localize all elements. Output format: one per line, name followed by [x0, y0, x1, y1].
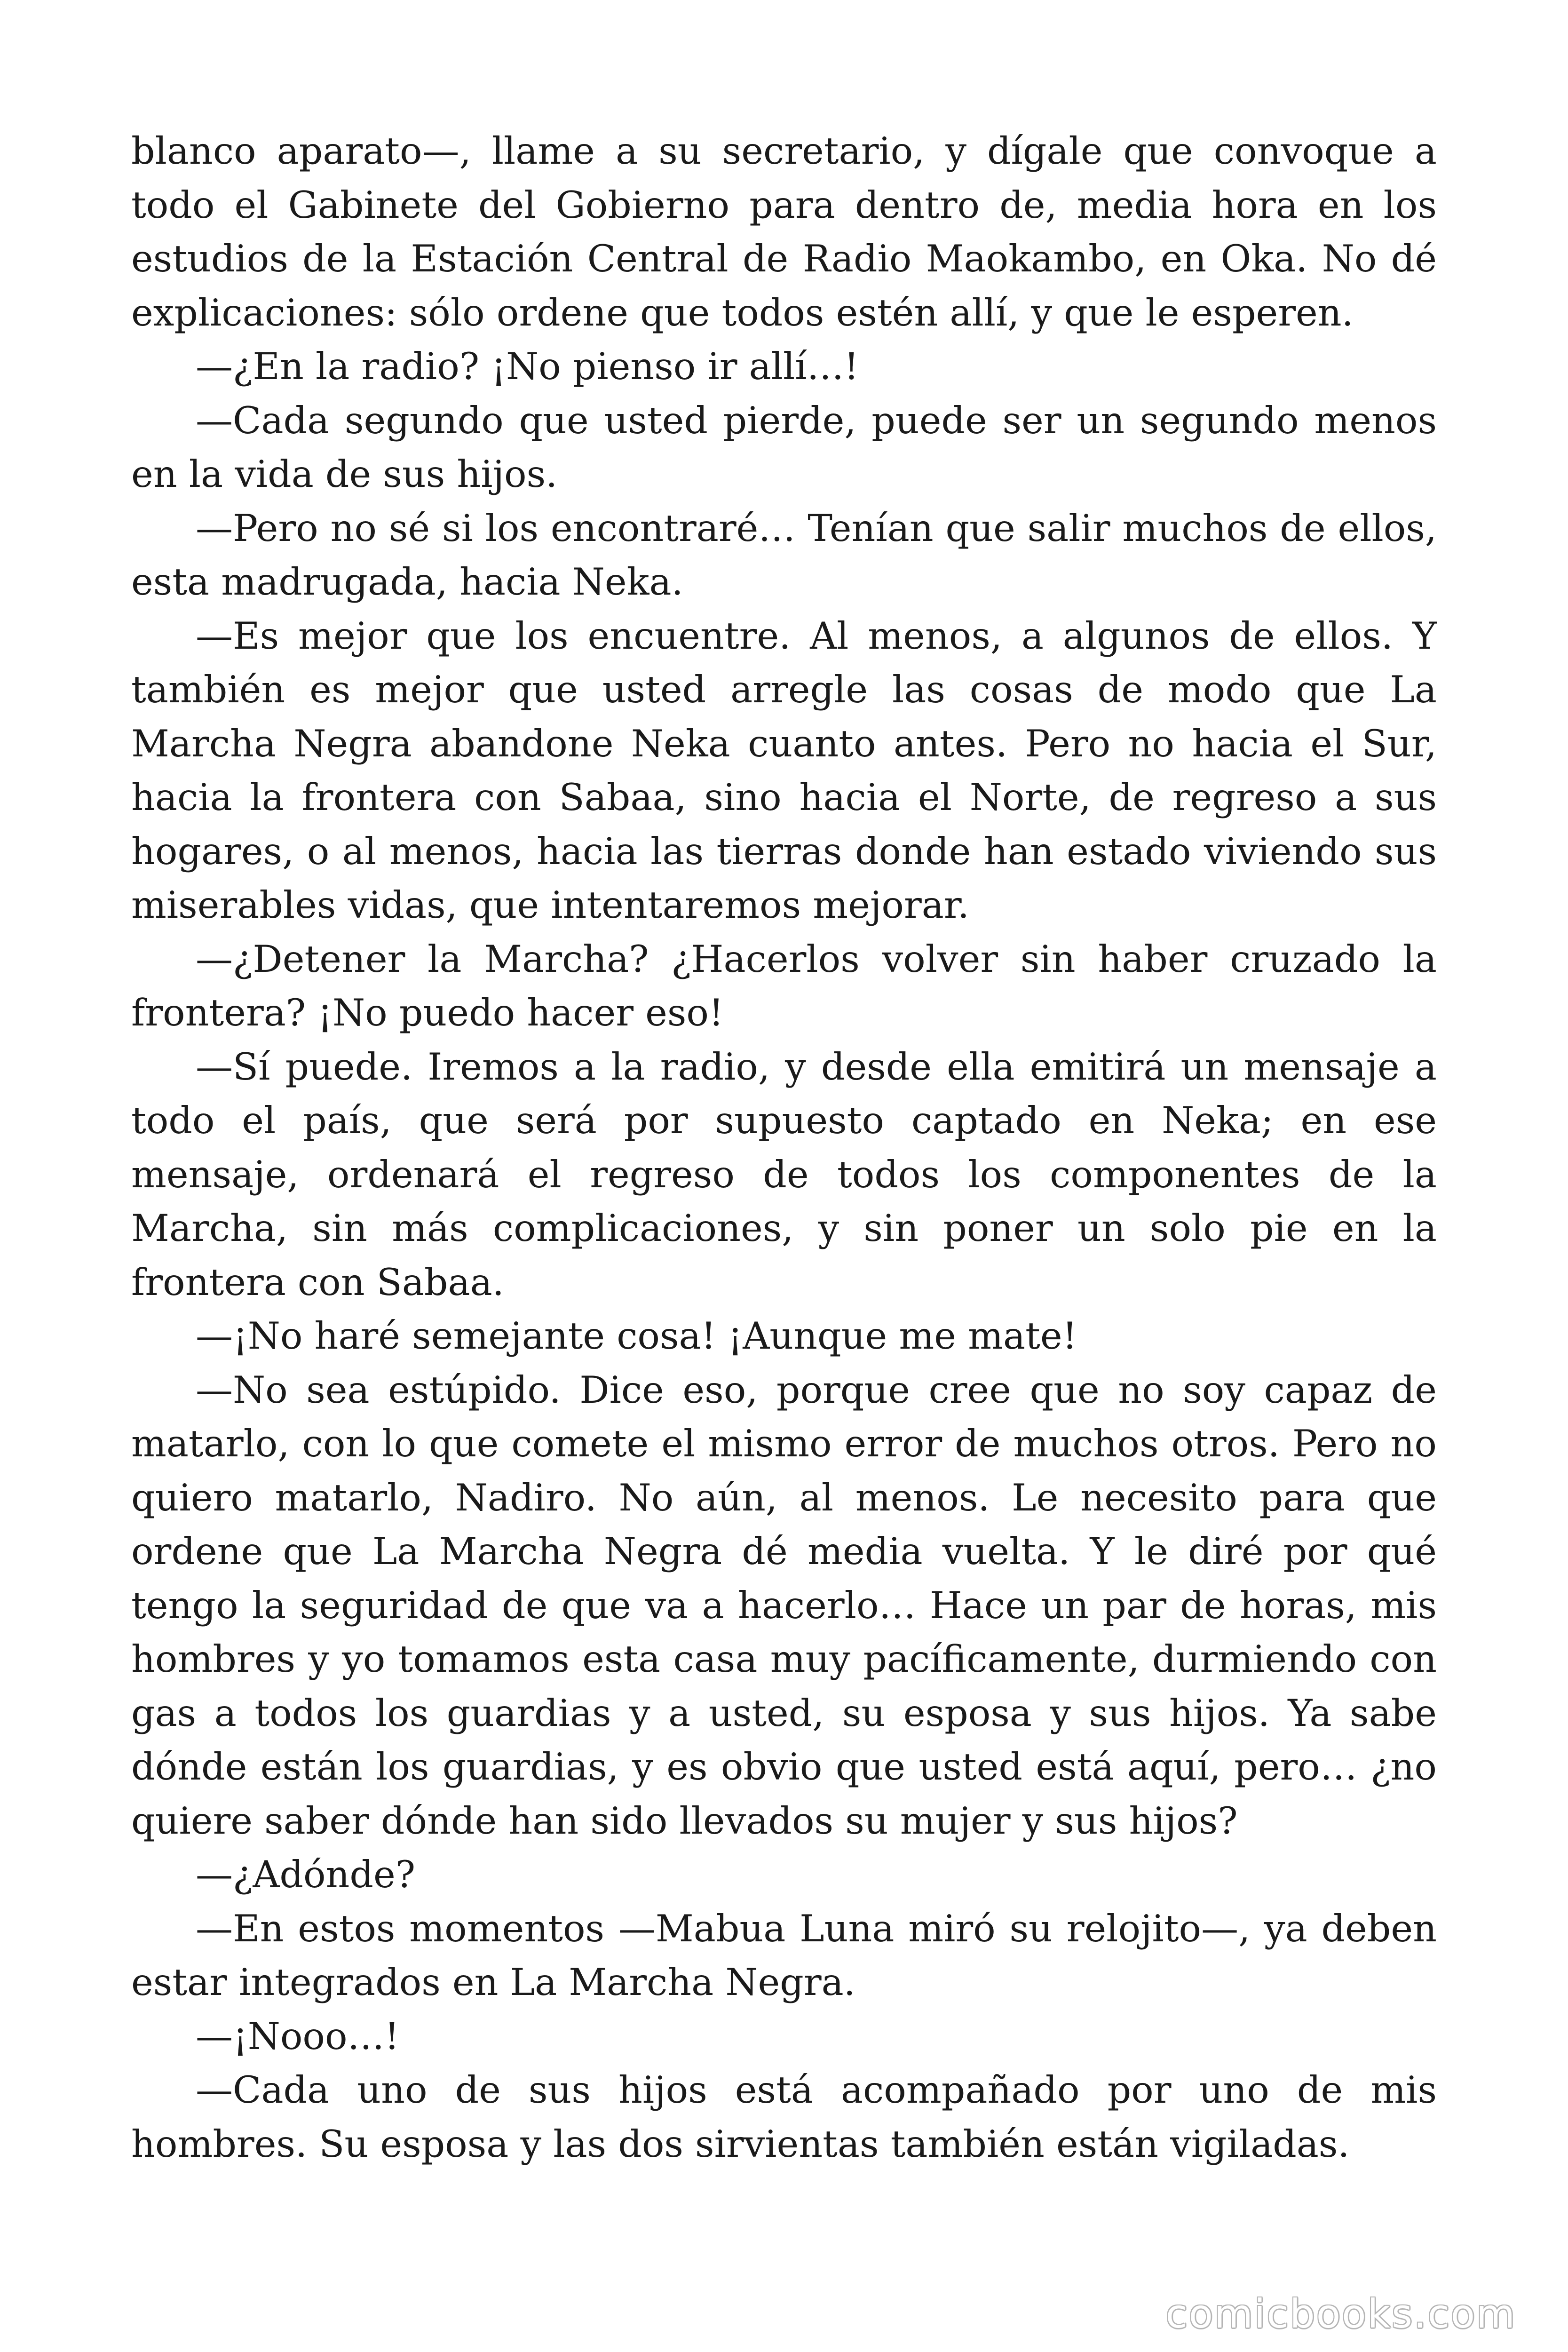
paragraph-7: —Sí puede. Iremos a la radio, y desde ella emitirá un mensaje a todo el país, que será por supuesto captado en Neka; en ese mensaje, ordenará el regreso de todos los componentes de la Marcha, sin más complicaciones, y sin poner un solo pie en la frontera con Sabaa.: [131, 1045, 1437, 1304]
paragraph-1: blanco aparato—, llame a su secretario, y dígale que convoque a todo el Gabinete del Gobierno para dentro de, media hora en los estudios de la Estación Central de Radio Maokambo, en Oka. No dé explicaciones: sólo ordene que todos estén allí, y que le esperen.: [131, 129, 1437, 334]
paragraph-2: —¿En la radio? ¡No pienso ir allí…!: [196, 345, 859, 388]
paragraph-11: —En estos momentos —Mabua Luna miró su relojito—, ya deben estar integrados en La Marcha Negra.: [131, 1907, 1437, 2004]
paragraph-6: —¿Detener la Marcha? ¿Hacerlos volver sin haber cruzado la frontera? ¡No puedo hacer eso!: [131, 937, 1437, 1034]
paragraph-12: —¡Nooo…!: [196, 2014, 400, 2058]
paragraph-8: —¡No haré semejante cosa! ¡Aunque me mate!: [196, 1314, 1077, 1358]
watermark: comicbooks.com: [1165, 2291, 1516, 2337]
paragraph-4: —Pero no sé si los encontraré… Tenían que salir muchos de ellos, esta madrugada, hacia Neka.: [131, 506, 1437, 604]
paragraph-10: —¿Adónde?: [196, 1853, 416, 1896]
paragraph-5: —Es mejor que los encuentre. Al menos, a algunos de ellos. Y también es mejor que usted arregle las cosas de modo que La Marcha Negra abandone Neka cuanto antes. Pero no hacia el Sur, hacia la frontera con Sabaa, sino hacia el Norte, de regreso a sus hogares, o al menos, hacia las tierras donde han estado viviendo sus miserables vidas, que intentaremos mejorar.: [131, 614, 1437, 927]
page-text: [131, 124, 1437, 2171]
paragraph-3: —Cada segundo que usted pierde, puede ser un segundo menos en la vida de sus hijos.: [131, 398, 1437, 496]
paragraph-13: —Cada uno de sus hijos está acompañado por uno de mis hombres. Su esposa y las dos sirvientas también están vigiladas.: [131, 2068, 1437, 2166]
paragraph-9: —No sea estúpido. Dice eso, porque cree que no soy capaz de matarlo, con lo que comete el mismo error de muchos otros. Pero no quiero matarlo, Nadiro. No aún, al menos. Le necesito para que ordene que La Marcha Negra dé media vuelta. Y le diré por qué tengo la seguridad de que va a hacerlo… Hace un par de horas, mis hombres y yo tomamos esta casa muy pacíficamente, durmiendo con gas a todos los guardias y a usted, su esposa y sus hijos. Ya sabe dónde están los guardias, y es obvio que usted está aquí, pero… ¿no quiere saber dónde han sido llevados su mujer y sus hijos?: [131, 1368, 1437, 1843]
